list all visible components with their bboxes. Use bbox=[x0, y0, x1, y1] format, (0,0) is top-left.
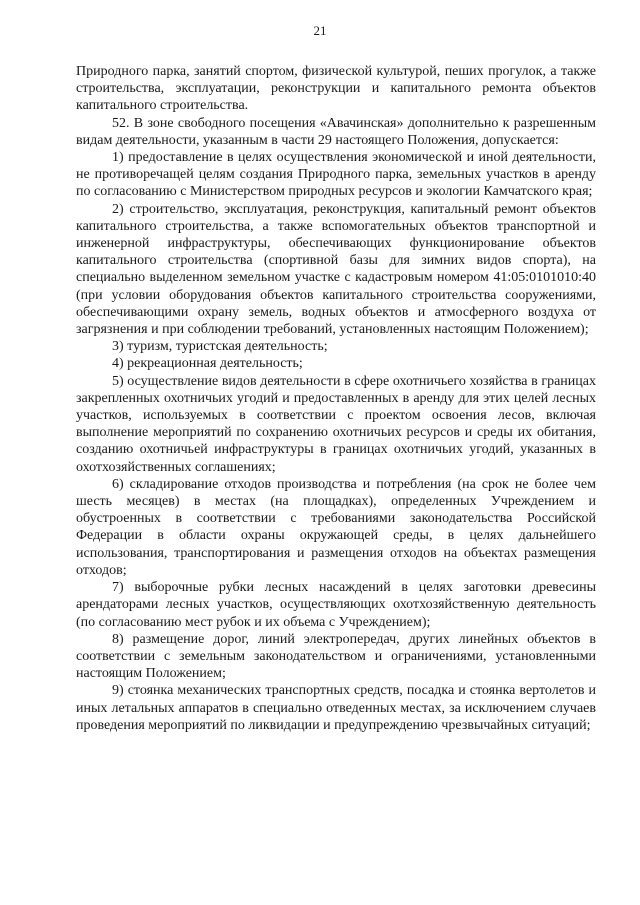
page-number: 21 bbox=[313, 23, 327, 38]
paragraph-clause-52: 52. В зоне свободного посещения «Авачинская» дополнительно к разрешенным видам деятельности, указанным в части 29 настоящего Положения, допускается: bbox=[76, 115, 596, 148]
document-body bbox=[76, 63, 596, 734]
list-item-7: 7) выборочные рубки лесных насаждений в целях заготовки древесины арендаторами лесных участков, осуществляющих охотхозяйственную деятельность (по согласованию мест рубок и их объема с Учреждением); bbox=[76, 580, 596, 630]
list-item-4: 4) рекреационная деятельность; bbox=[112, 356, 303, 372]
paragraph-continuation: Природного парка, занятий спортом, физической культурой, пеших прогулок, а также строительства, эксплуатации, реконструкции и капитального ремонта объектов капитального строительства. bbox=[76, 64, 596, 114]
list-item-8: 8) размещение дорог, линий электропередач, других линейных объектов в соответствии с земельным законодательством и ограничениями, установленными настоящим Положением; bbox=[76, 631, 596, 682]
list-item-2: 2) строительство, эксплуатация, реконструкция, капитальный ремонт объектов капитального строительства, а также вспомогательных объектов транспортной и инженерной инфраструктуры, обеспечивающих функционирование объектов капитального строительства (спортивной базы для зимних видов спорта), на специально выделенном земельном участке с кадастровым номером 41:05:0101010:40 (при условии оборудования объектов капитального строительства сооружениями, обеспечивающими охрану земель, водных объектов и атмосферного воздуха от загрязнения и при соблюдении требований, установленных настоящим Положением); bbox=[76, 201, 596, 338]
list-item-5: 5) осуществление видов деятельности в сфере охотничьего хозяйства в границах закрепленных охотничьих угодий и предоставленных в аренду для этих целей лесных участков, используемых в соответствии с проектом освоения лесов, включая выполнение мероприятий по сохранению охотничьих ресурсов и среды их обитания, созданию охотничьей инфраструктуры в границах охотничьих угодий, указанных в охотхозяйственных соглашениях; bbox=[76, 373, 596, 475]
list-item-1: 1) предоставление в целях осуществления экономической и иной деятельности, не противоречащей целям создания Природного парка, земельных участков в аренду по согласованию с Министерством природных ресурсов и экологии Камчатского края; bbox=[76, 150, 596, 200]
list-item-6: 6) складирование отходов производства и потребления (на срок не более чем шесть месяцев) в местах (на площадках), определенных Учреждением и обустроенных в соответствии с требованиями законодательства Российской Федерации в области охраны окружающей среды, в целях дальнейшего использования, транспортирования и размещения отходов на объектах размещения отходов; bbox=[76, 476, 596, 578]
list-item-9: 9) стоянка механических транспортных средств, посадка и стоянка вертолетов и иных летальных аппаратов в специально отведенных местах, за исключением случаев проведения мероприятий по ликвидации и предупреждению чрезвычайных ситуаций; bbox=[76, 683, 596, 733]
list-item-3: 3) туризм, туристская деятельность; bbox=[112, 339, 328, 355]
